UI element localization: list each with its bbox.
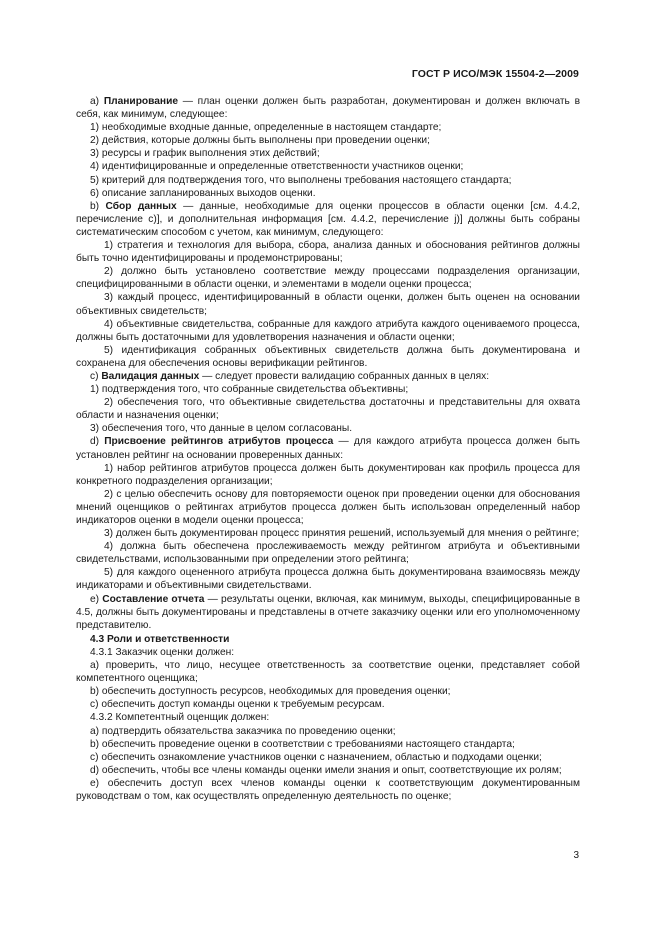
paragraph — [76, 646, 580, 659]
paragraph-term: Планирование — [103, 96, 179, 107]
paragraph — [76, 318, 580, 344]
paragraph-text: 3) обеспечения того, что данные в целом согласованы. — [90, 423, 353, 435]
paragraph — [76, 370, 580, 383]
paragraph-text: e) обеспечить доступ всех членов команды оценки к соответствующим документированным руководствам о том, как осуществлять определенную деятельность по оценке; — [76, 777, 580, 802]
paragraph-text: 3) каждый процесс, идентифицированный в области оценки, должен быть оценен на основании объективных свидетельств; — [76, 292, 580, 317]
paragraph-text: 4.3 Роли и ответственности — [90, 633, 230, 645]
paragraph-term: Присвоение рейтингов атрибутов процесса — [104, 436, 334, 448]
paragraph-text: — план оценки должен быть разработан, документирован и должен включать в себя, как минимум, следующее: — [76, 96, 581, 121]
paragraph — [76, 396, 580, 422]
paragraph-text: 4) объективные свидетельства, собранные для каждого атрибута каждого оцениваемого процесса, должны быть достаточными для удовлетворения назначения и области оценки; — [76, 318, 580, 343]
paragraph — [76, 95, 580, 121]
paragraph-text: 5) критерий для подтверждения того, что выполнены требования настоящего стандарта; — [90, 174, 512, 186]
paragraph-text: 2) должно быть установлено соответствие между процессами подразделения организации, специфицированными в области оценки, и элементами в модели оценки процесса; — [76, 266, 580, 291]
paragraph-text: 4) идентифицированные и определенные ответственности участников оценки; — [90, 161, 464, 173]
paragraph-text: — для каждого атрибута процесса должен быть установлен рейтинг на основании проверенных данных: — [76, 436, 580, 461]
paragraph-text: 4) должна быть обеспечена прослеживаемость между рейтингом атрибута и объективными свидетельствами, использованными при определении этого рейтинга; — [76, 541, 580, 566]
paragraph — [76, 659, 580, 685]
paragraph — [76, 147, 580, 160]
paragraph — [76, 751, 580, 764]
paragraph — [76, 291, 580, 317]
paragraph — [76, 488, 580, 527]
paragraph — [76, 383, 580, 396]
document-body — [76, 95, 580, 803]
paragraph-lead: e) — [90, 593, 103, 605]
paragraph — [76, 265, 580, 291]
paragraph-text: а) подтвердить обязательства заказчика по проведению оценки; — [90, 725, 396, 737]
paragraph-lead: c) — [90, 370, 102, 382]
paragraph — [76, 200, 580, 239]
paragraph-lead: d) — [90, 436, 105, 448]
paragraph-text: b) обеспечить проведение оценки в соответствии с требованиями настоящего стандарта; — [90, 738, 515, 750]
paragraph-text: а) проверить, что лицо, несущее ответственность за соответствие оценки, представляет собой компетентного оценщика; — [76, 660, 580, 685]
paragraph — [76, 344, 580, 370]
paragraph-term: Сбор данных — [105, 200, 177, 212]
paragraph — [76, 435, 580, 461]
paragraph — [76, 698, 580, 711]
paragraph-lead: a) — [90, 96, 104, 107]
paragraph — [76, 764, 580, 777]
paragraph-text: 4.3.1 Заказчик оценки должен: — [90, 646, 235, 658]
section-heading — [76, 633, 580, 646]
paragraph — [76, 422, 580, 435]
paragraph — [76, 121, 580, 134]
paragraph-text: 5) для каждого оцененного атрибута процесса должна быть документирована взаимосвязь между индикаторами и объективными свидетельствами. — [76, 567, 580, 592]
paragraph — [76, 711, 580, 724]
document-header: ГОСТ Р ИСО/МЭК 15504-2—2009 — [411, 68, 579, 80]
paragraph-text: 5) идентификация собранных объективных свидетельств должна быть документирована и сохранена для обеспечения основы верификации рейтингов. — [76, 344, 580, 369]
paragraph — [76, 593, 580, 632]
page-number: 3 — [573, 850, 579, 861]
paragraph — [76, 685, 580, 698]
paragraph — [76, 134, 580, 147]
paragraph-text: b) обеспечить доступность ресурсов, необходимых для проведения оценки; — [90, 686, 451, 698]
paragraph — [76, 527, 580, 540]
paragraph-text: 3) ресурсы и график выполнения этих действий; — [90, 148, 320, 160]
paragraph — [76, 187, 580, 200]
paragraph — [76, 540, 580, 566]
paragraph-text: 2) с целью обеспечить основу для повторяемости оценок при проведении оценки для обоснования мнений оценщиков о рейтингах атрибутов процесса должен быть использован определенный набор индикаторов оценки в модели оценки процесса; — [76, 488, 580, 526]
paragraph — [76, 462, 580, 488]
paragraph-text: c) обеспечить доступ команды оценки к требуемым ресурсам. — [90, 699, 385, 711]
paragraph-text: 1) набор рейтингов атрибутов процесса должен быть документирован как профиль процесса для конкретного подразделения организации; — [76, 462, 580, 487]
paragraph-text: 6) описание запланированных выходов оценки. — [90, 187, 316, 199]
paragraph-text: 2) действия, которые должны быть выполнены при проведении оценки; — [90, 135, 430, 147]
paragraph-text: 1) подтверждения того, что собранные свидетельства объективны; — [90, 384, 409, 396]
paragraph-text: — результаты оценки, включая, как минимум, выходы, специфицированные в 4.5, должны быть документированы и представлены в отчете заказчику оценки или его уполномоченному представителю. — [76, 593, 580, 631]
paragraph — [76, 777, 580, 803]
paragraph-text: c) обеспечить ознакомление участников оценки с назначением, областью и подходами оценки; — [90, 751, 542, 763]
paragraph-text: 2) обеспечения того, что объективные свидетельства достаточны и представительны для охвата области и назначения оценки; — [76, 397, 580, 422]
paragraph — [76, 738, 580, 751]
paragraph-text: — данные, необходимые для оценки процессов в области оценки [см. 4.4.2, перечисление с)], и дополнительная информация [см. 4.4.2, перечисление j)] должны быть собраны систематическим способом с учетом, как минимум, следующего: — [76, 200, 580, 238]
paragraph-text: 4.3.2 Компетентный оценщик должен: — [90, 712, 270, 724]
paragraph — [76, 160, 580, 173]
paragraph-term: Составление отчета — [102, 593, 205, 605]
paragraph — [76, 566, 580, 592]
paragraph-text: 1) необходимые входные данные, определенные в настоящем стандарте; — [90, 122, 442, 134]
paragraph-text: d) обеспечить, чтобы все члены команды оценки имели знания и опыт, соответствующие их ролям; — [90, 764, 562, 776]
paragraph-text: 3) должен быть документирован процесс принятия решений, используемый для мнения о рейтинге; — [104, 528, 580, 540]
paragraph — [76, 725, 580, 738]
paragraph-term: Валидация данных — [101, 370, 200, 382]
paragraph-text: 1) стратегия и технология для выбора, сбора, анализа данных и обоснования рейтингов должны быть точно идентифицированы и продемонстрированы; — [76, 240, 580, 265]
paragraph-text: — следует провести валидацию собранных данных в целях: — [199, 370, 490, 382]
paragraph — [76, 174, 580, 187]
paragraph-lead: b) — [90, 200, 106, 212]
paragraph — [76, 239, 580, 265]
